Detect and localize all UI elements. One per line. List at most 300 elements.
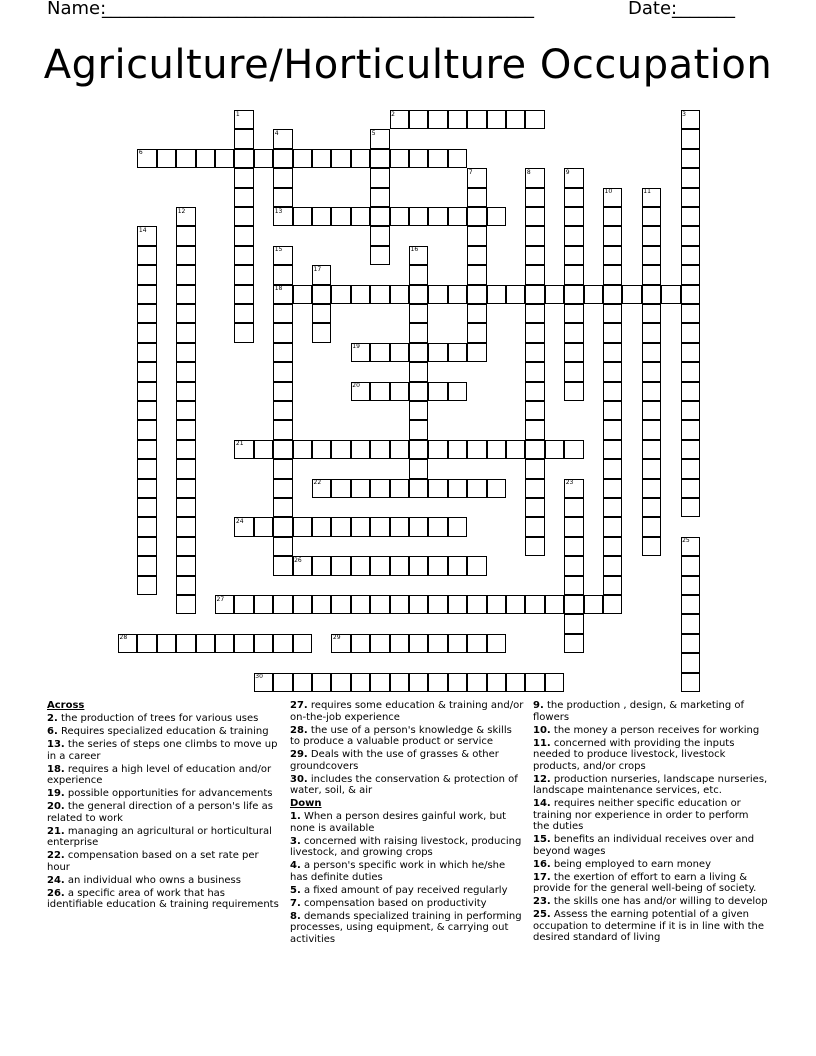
grid-cell[interactable] (234, 168, 253, 187)
grid-cell[interactable] (273, 343, 292, 362)
grid-cell[interactable] (564, 382, 583, 401)
grid-cell[interactable] (642, 382, 661, 401)
grid-cell[interactable] (467, 285, 486, 304)
grid-cell[interactable] (681, 129, 700, 148)
grid-cell[interactable] (681, 595, 700, 614)
grid-cell[interactable] (564, 246, 583, 265)
grid-cell[interactable] (681, 634, 700, 653)
grid-cell[interactable] (681, 653, 700, 672)
grid-cell[interactable] (564, 595, 583, 614)
grid-cell[interactable] (137, 362, 156, 381)
grid-cell[interactable] (428, 673, 447, 692)
grid-cell[interactable] (448, 207, 467, 226)
grid-cell[interactable] (409, 285, 428, 304)
grid-cell[interactable] (370, 673, 389, 692)
grid-cell[interactable] (409, 304, 428, 323)
grid-cell[interactable] (448, 634, 467, 653)
grid-cell[interactable] (273, 479, 292, 498)
grid-cell[interactable] (137, 265, 156, 284)
grid-cell[interactable] (137, 517, 156, 536)
grid-cell[interactable] (525, 188, 544, 207)
grid-cell[interactable] (642, 537, 661, 556)
grid-cell[interactable] (137, 440, 156, 459)
grid-cell[interactable] (448, 440, 467, 459)
grid-cell[interactable] (487, 595, 506, 614)
grid-cell[interactable] (370, 382, 389, 401)
grid-cell[interactable] (351, 556, 370, 575)
grid-cell[interactable] (273, 188, 292, 207)
grid-cell[interactable] (351, 634, 370, 653)
grid-cell[interactable] (603, 401, 622, 420)
grid-cell[interactable] (312, 323, 331, 342)
grid-cell[interactable] (525, 246, 544, 265)
grid-cell[interactable] (331, 595, 350, 614)
grid-cell[interactable] (564, 304, 583, 323)
grid-cell[interactable] (331, 207, 350, 226)
grid-cell[interactable] (603, 576, 622, 595)
grid-cell[interactable] (428, 207, 447, 226)
grid-cell[interactable] (312, 556, 331, 575)
grid-cell[interactable] (467, 479, 486, 498)
grid-cell[interactable] (448, 673, 467, 692)
grid-cell[interactable] (370, 595, 389, 614)
grid-cell[interactable] (428, 382, 447, 401)
grid-cell[interactable] (467, 110, 486, 129)
grid-cell[interactable] (293, 634, 312, 653)
grid-cell[interactable] (603, 479, 622, 498)
grid-cell[interactable] (273, 556, 292, 575)
grid-cell[interactable] (584, 595, 603, 614)
grid-cell[interactable] (525, 207, 544, 226)
grid-cell[interactable] (603, 207, 622, 226)
grid-cell[interactable] (176, 576, 195, 595)
grid-cell[interactable] (370, 168, 389, 187)
grid-cell[interactable] (467, 246, 486, 265)
grid-cell[interactable] (273, 149, 292, 168)
grid-cell[interactable] (525, 304, 544, 323)
grid-cell[interactable] (603, 440, 622, 459)
grid-cell[interactable] (312, 285, 331, 304)
grid-cell[interactable] (525, 382, 544, 401)
grid-cell[interactable] (409, 517, 428, 536)
grid-cell[interactable] (642, 420, 661, 439)
grid-cell[interactable] (642, 343, 661, 362)
grid-cell[interactable] (681, 576, 700, 595)
grid-cell[interactable] (545, 595, 564, 614)
grid-cell[interactable] (545, 285, 564, 304)
grid-cell[interactable] (273, 265, 292, 284)
grid-cell[interactable] (273, 498, 292, 517)
grid-cell[interactable] (603, 323, 622, 342)
grid-cell[interactable] (409, 673, 428, 692)
grid-cell[interactable] (176, 149, 195, 168)
grid-cell[interactable] (448, 343, 467, 362)
grid-cell[interactable] (157, 634, 176, 653)
grid-cell[interactable] (390, 517, 409, 536)
grid-cell[interactable] (467, 556, 486, 575)
grid-cell[interactable] (642, 479, 661, 498)
grid-cell[interactable] (467, 440, 486, 459)
grid-cell[interactable] (642, 440, 661, 459)
grid-cell[interactable] (390, 343, 409, 362)
grid-cell[interactable] (176, 420, 195, 439)
grid-cell[interactable] (564, 323, 583, 342)
grid-cell[interactable] (293, 440, 312, 459)
grid-cell[interactable] (642, 323, 661, 342)
grid-cell[interactable] (506, 440, 525, 459)
grid-cell[interactable] (525, 595, 544, 614)
grid-cell[interactable] (642, 285, 661, 304)
grid-cell[interactable] (564, 517, 583, 536)
grid-cell[interactable] (331, 556, 350, 575)
grid-cell[interactable] (273, 517, 292, 536)
grid-cell[interactable] (428, 440, 447, 459)
grid-cell[interactable] (312, 673, 331, 692)
grid-cell[interactable] (137, 304, 156, 323)
grid-cell[interactable] (681, 459, 700, 478)
grid-cell[interactable] (137, 576, 156, 595)
grid-cell[interactable] (603, 537, 622, 556)
grid-cell[interactable] (137, 634, 156, 653)
grid-cell[interactable] (390, 595, 409, 614)
grid-cell[interactable] (467, 226, 486, 245)
grid-cell[interactable] (564, 188, 583, 207)
grid-cell[interactable] (525, 420, 544, 439)
grid-cell[interactable] (234, 149, 253, 168)
grid-cell[interactable] (293, 285, 312, 304)
grid-cell[interactable] (642, 246, 661, 265)
grid-cell[interactable] (428, 517, 447, 536)
grid-cell[interactable] (137, 401, 156, 420)
grid-cell[interactable] (467, 207, 486, 226)
grid-cell[interactable] (254, 595, 273, 614)
grid-cell[interactable] (312, 207, 331, 226)
grid-cell[interactable] (176, 226, 195, 245)
grid-cell[interactable] (312, 304, 331, 323)
grid-cell[interactable] (564, 576, 583, 595)
grid-cell[interactable] (428, 149, 447, 168)
grid-cell[interactable] (564, 498, 583, 517)
grid-cell[interactable] (681, 246, 700, 265)
grid-cell[interactable] (234, 188, 253, 207)
grid-cell[interactable] (176, 479, 195, 498)
grid-cell[interactable] (176, 343, 195, 362)
grid-cell[interactable] (622, 285, 641, 304)
grid-cell[interactable] (603, 459, 622, 478)
grid-cell[interactable] (603, 420, 622, 439)
grid-cell[interactable] (273, 634, 292, 653)
grid-cell[interactable] (467, 323, 486, 342)
grid-cell[interactable] (681, 420, 700, 439)
grid-cell[interactable] (642, 304, 661, 323)
grid-cell[interactable] (390, 673, 409, 692)
grid-cell[interactable] (448, 285, 467, 304)
grid-cell[interactable] (176, 323, 195, 342)
grid-cell[interactable] (351, 673, 370, 692)
grid-cell[interactable] (681, 479, 700, 498)
grid-cell[interactable] (564, 614, 583, 633)
grid-cell[interactable] (312, 149, 331, 168)
grid-cell[interactable] (409, 556, 428, 575)
grid-cell[interactable] (409, 420, 428, 439)
grid-cell[interactable] (137, 246, 156, 265)
grid-cell[interactable] (137, 459, 156, 478)
grid-cell[interactable] (351, 479, 370, 498)
grid-cell[interactable] (448, 517, 467, 536)
grid-cell[interactable] (642, 498, 661, 517)
grid-cell[interactable] (681, 323, 700, 342)
grid-cell[interactable] (234, 265, 253, 284)
grid-cell[interactable] (234, 129, 253, 148)
grid-cell[interactable] (603, 265, 622, 284)
grid-cell[interactable] (681, 285, 700, 304)
grid-cell[interactable] (331, 440, 350, 459)
grid-cell[interactable] (370, 226, 389, 245)
grid-cell[interactable] (448, 110, 467, 129)
grid-cell[interactable] (506, 110, 525, 129)
grid-cell[interactable] (370, 343, 389, 362)
grid-cell[interactable] (234, 207, 253, 226)
grid-cell[interactable] (428, 556, 447, 575)
grid-cell[interactable] (351, 517, 370, 536)
grid-cell[interactable] (409, 323, 428, 342)
grid-cell[interactable] (176, 556, 195, 575)
grid-cell[interactable] (234, 285, 253, 304)
grid-cell[interactable] (312, 517, 331, 536)
grid-cell[interactable] (681, 382, 700, 401)
grid-cell[interactable] (409, 207, 428, 226)
grid-cell[interactable] (293, 517, 312, 536)
grid-cell[interactable] (681, 207, 700, 226)
grid-cell[interactable] (409, 362, 428, 381)
grid-cell[interactable] (467, 343, 486, 362)
grid-cell[interactable] (215, 149, 234, 168)
grid-cell[interactable] (525, 265, 544, 284)
grid-cell[interactable] (312, 440, 331, 459)
grid-cell[interactable] (176, 459, 195, 478)
grid-cell[interactable] (409, 440, 428, 459)
grid-cell[interactable] (293, 673, 312, 692)
grid-cell[interactable] (331, 517, 350, 536)
grid-cell[interactable] (681, 226, 700, 245)
grid-cell[interactable] (525, 285, 544, 304)
grid-cell[interactable] (525, 440, 544, 459)
grid-cell[interactable] (293, 149, 312, 168)
grid-cell[interactable] (487, 207, 506, 226)
grid-cell[interactable] (273, 382, 292, 401)
grid-cell[interactable] (370, 556, 389, 575)
grid-cell[interactable] (487, 110, 506, 129)
grid-cell[interactable] (370, 479, 389, 498)
grid-cell[interactable] (487, 673, 506, 692)
grid-cell[interactable] (642, 207, 661, 226)
grid-cell[interactable] (176, 401, 195, 420)
grid-cell[interactable] (681, 149, 700, 168)
grid-cell[interactable] (564, 343, 583, 362)
grid-cell[interactable] (467, 595, 486, 614)
grid-cell[interactable] (564, 634, 583, 653)
grid-cell[interactable] (603, 556, 622, 575)
grid-cell[interactable] (525, 498, 544, 517)
grid-cell[interactable] (273, 440, 292, 459)
grid-cell[interactable] (681, 440, 700, 459)
grid-cell[interactable] (351, 207, 370, 226)
grid-cell[interactable] (409, 459, 428, 478)
grid-cell[interactable] (176, 304, 195, 323)
grid-cell[interactable] (370, 634, 389, 653)
grid-cell[interactable] (390, 440, 409, 459)
grid-cell[interactable] (467, 673, 486, 692)
grid-cell[interactable] (351, 149, 370, 168)
grid-cell[interactable] (525, 362, 544, 381)
grid-cell[interactable] (564, 440, 583, 459)
grid-cell[interactable] (525, 401, 544, 420)
grid-cell[interactable] (409, 343, 428, 362)
grid-cell[interactable] (273, 537, 292, 556)
grid-cell[interactable] (642, 517, 661, 536)
grid-cell[interactable] (196, 149, 215, 168)
grid-cell[interactable] (525, 673, 544, 692)
grid-cell[interactable] (545, 440, 564, 459)
grid-cell[interactable] (409, 110, 428, 129)
grid-cell[interactable] (564, 265, 583, 284)
grid-cell[interactable] (234, 323, 253, 342)
grid-cell[interactable] (681, 362, 700, 381)
grid-cell[interactable] (603, 246, 622, 265)
grid-cell[interactable] (564, 285, 583, 304)
grid-cell[interactable] (448, 382, 467, 401)
grid-cell[interactable] (525, 479, 544, 498)
grid-cell[interactable] (564, 207, 583, 226)
grid-cell[interactable] (409, 479, 428, 498)
grid-cell[interactable] (137, 382, 156, 401)
grid-cell[interactable] (681, 265, 700, 284)
grid-cell[interactable] (176, 595, 195, 614)
grid-cell[interactable] (273, 168, 292, 187)
grid-cell[interactable] (370, 188, 389, 207)
grid-cell[interactable] (351, 285, 370, 304)
grid-cell[interactable] (176, 498, 195, 517)
grid-cell[interactable] (331, 285, 350, 304)
grid-cell[interactable] (681, 401, 700, 420)
grid-cell[interactable] (467, 265, 486, 284)
grid-cell[interactable] (273, 420, 292, 439)
grid-cell[interactable] (351, 440, 370, 459)
grid-cell[interactable] (390, 207, 409, 226)
grid-cell[interactable] (525, 226, 544, 245)
grid-cell[interactable] (545, 673, 564, 692)
grid-cell[interactable] (351, 595, 370, 614)
grid-cell[interactable] (564, 226, 583, 245)
grid-cell[interactable] (390, 479, 409, 498)
grid-cell[interactable] (273, 401, 292, 420)
grid-cell[interactable] (428, 343, 447, 362)
grid-cell[interactable] (273, 459, 292, 478)
grid-cell[interactable] (428, 595, 447, 614)
grid-cell[interactable] (467, 634, 486, 653)
grid-cell[interactable] (293, 207, 312, 226)
grid-cell[interactable] (603, 498, 622, 517)
grid-cell[interactable] (234, 226, 253, 245)
grid-cell[interactable] (390, 149, 409, 168)
grid-cell[interactable] (273, 673, 292, 692)
grid-cell[interactable] (254, 517, 273, 536)
grid-cell[interactable] (215, 634, 234, 653)
grid-cell[interactable] (370, 285, 389, 304)
grid-cell[interactable] (137, 498, 156, 517)
grid-cell[interactable] (681, 614, 700, 633)
grid-cell[interactable] (137, 537, 156, 556)
grid-cell[interactable] (681, 556, 700, 575)
grid-cell[interactable] (370, 149, 389, 168)
grid-cell[interactable] (234, 634, 253, 653)
grid-cell[interactable] (409, 634, 428, 653)
grid-cell[interactable] (254, 440, 273, 459)
grid-cell[interactable] (312, 595, 331, 614)
grid-cell[interactable] (137, 285, 156, 304)
grid-cell[interactable] (370, 207, 389, 226)
grid-cell[interactable] (506, 673, 525, 692)
grid-cell[interactable] (603, 226, 622, 245)
grid-cell[interactable] (525, 459, 544, 478)
grid-cell[interactable] (273, 595, 292, 614)
grid-cell[interactable] (176, 440, 195, 459)
grid-cell[interactable] (273, 304, 292, 323)
grid-cell[interactable] (273, 362, 292, 381)
grid-cell[interactable] (642, 265, 661, 284)
grid-cell[interactable] (254, 149, 273, 168)
grid-cell[interactable] (409, 595, 428, 614)
grid-cell[interactable] (448, 556, 467, 575)
grid-cell[interactable] (603, 343, 622, 362)
grid-cell[interactable] (176, 634, 195, 653)
grid-cell[interactable] (176, 537, 195, 556)
grid-cell[interactable] (681, 188, 700, 207)
grid-cell[interactable] (584, 285, 603, 304)
grid-cell[interactable] (525, 323, 544, 342)
grid-cell[interactable] (642, 226, 661, 245)
grid-cell[interactable] (409, 401, 428, 420)
grid-cell[interactable] (564, 556, 583, 575)
grid-cell[interactable] (564, 362, 583, 381)
grid-cell[interactable] (564, 537, 583, 556)
grid-cell[interactable] (506, 285, 525, 304)
grid-cell[interactable] (370, 517, 389, 536)
grid-cell[interactable] (428, 285, 447, 304)
grid-cell[interactable] (603, 517, 622, 536)
grid-cell[interactable] (234, 595, 253, 614)
grid-cell[interactable] (428, 110, 447, 129)
grid-cell[interactable] (525, 537, 544, 556)
grid-cell[interactable] (390, 285, 409, 304)
grid-cell[interactable] (428, 479, 447, 498)
grid-cell[interactable] (487, 440, 506, 459)
grid-cell[interactable] (603, 362, 622, 381)
grid-cell[interactable] (390, 556, 409, 575)
grid-cell[interactable] (681, 498, 700, 517)
grid-cell[interactable] (681, 673, 700, 692)
grid-cell[interactable] (370, 440, 389, 459)
grid-cell[interactable] (603, 595, 622, 614)
grid-cell[interactable] (176, 362, 195, 381)
grid-cell[interactable] (331, 479, 350, 498)
grid-cell[interactable] (661, 285, 680, 304)
grid-cell[interactable] (642, 401, 661, 420)
grid-cell[interactable] (487, 285, 506, 304)
grid-cell[interactable] (137, 479, 156, 498)
grid-cell[interactable] (681, 168, 700, 187)
grid-cell[interactable] (409, 149, 428, 168)
